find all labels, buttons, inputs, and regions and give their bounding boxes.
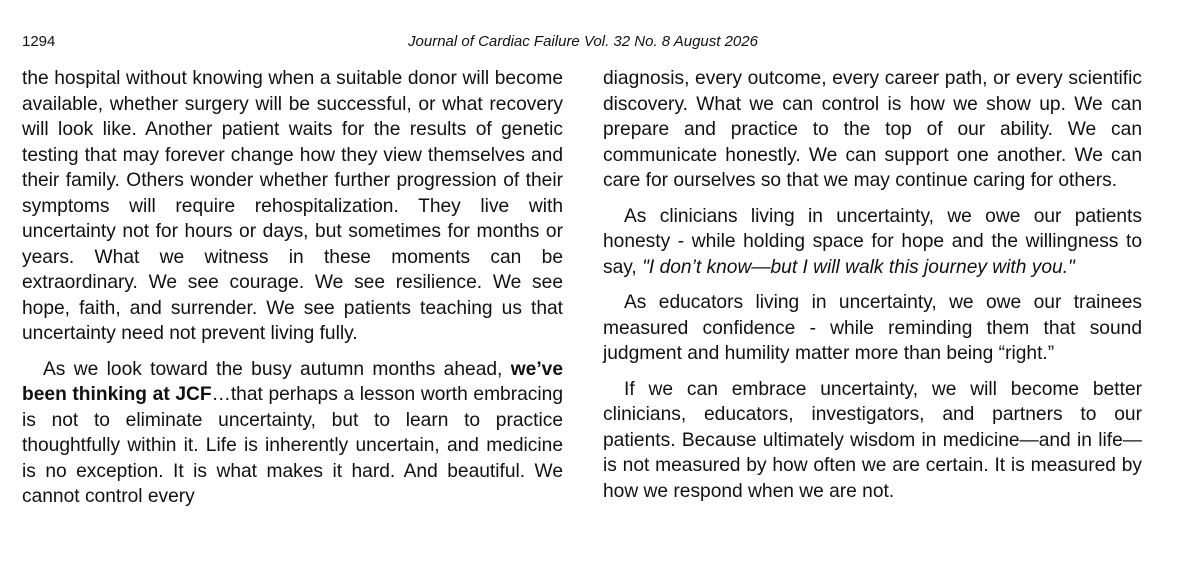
running-head: Journal of Cardiac Failure Vol. 32 No. 8 August 2026 [408, 33, 758, 50]
page-header [0, 32, 1188, 54]
right-paragraph-2-quote: "I don’t know—but I will walk this journey with you." [642, 256, 1075, 278]
left-paragraph-1: the hospital without knowing when a suitable donor will become available, whether surgery will be successful, or what recovery will look like. Another patient waits for the results of genetic testing that may forever change how they view themselves and their family. Others wonder whether further progression of their symptoms will require rehospitalization. They live with uncertainty not for hours or days, but sometimes for months or years. What we witness in these moments can be extraordinary. We see courage. We see resilience. We see hope, faith, and surrender. We see patients teaching us that uncertainty need not prevent living fully. [22, 68, 563, 344]
left-column [22, 66, 563, 510]
right-paragraph-2 [603, 204, 1142, 281]
right-paragraph-2-lead: As clinicians living in uncertainty, we owe our patients honesty - while holding space for hope and the willingness to say, [603, 205, 1142, 278]
left-paragraph-2-bold: we’ve been thinking at JCF [22, 358, 563, 405]
left-paragraph-2 [22, 357, 563, 510]
right-paragraph-1: diagnosis, every outcome, every career path, or every scientific discovery. What we can control is how we show up. We can prepare and practice to the top of our ability. We can communicate honestly. We can support one another. We can care for ourselves so that we may continue caring for others. [603, 68, 1142, 191]
left-paragraph-2-rest: …that perhaps a lesson worth embracing is not to eliminate uncertainty, but to learn to practice thoughtfully within it. Life is inherently uncertain, and medicine is no exception. It is what makes it hard. And beautiful. We cannot control every [22, 384, 563, 507]
right-column [603, 66, 1142, 504]
right-paragraph-3: As educators living in uncertainty, we owe our trainees measured confidence - while reminding them that sound judgment and humility matter more than being “right.” [603, 292, 1142, 364]
right-paragraph-4: If we can embrace uncertainty, we will become better clinicians, educators, investigators, and partners to our patients. Because ultimately wisdom in medicine—and in life—is not measured by how often we are certain. It is measured by how we respond when we are not. [603, 378, 1142, 502]
page-number: 1294 [22, 33, 56, 50]
left-paragraph-2-lead: As we look toward the busy autumn months ahead, [43, 358, 511, 380]
